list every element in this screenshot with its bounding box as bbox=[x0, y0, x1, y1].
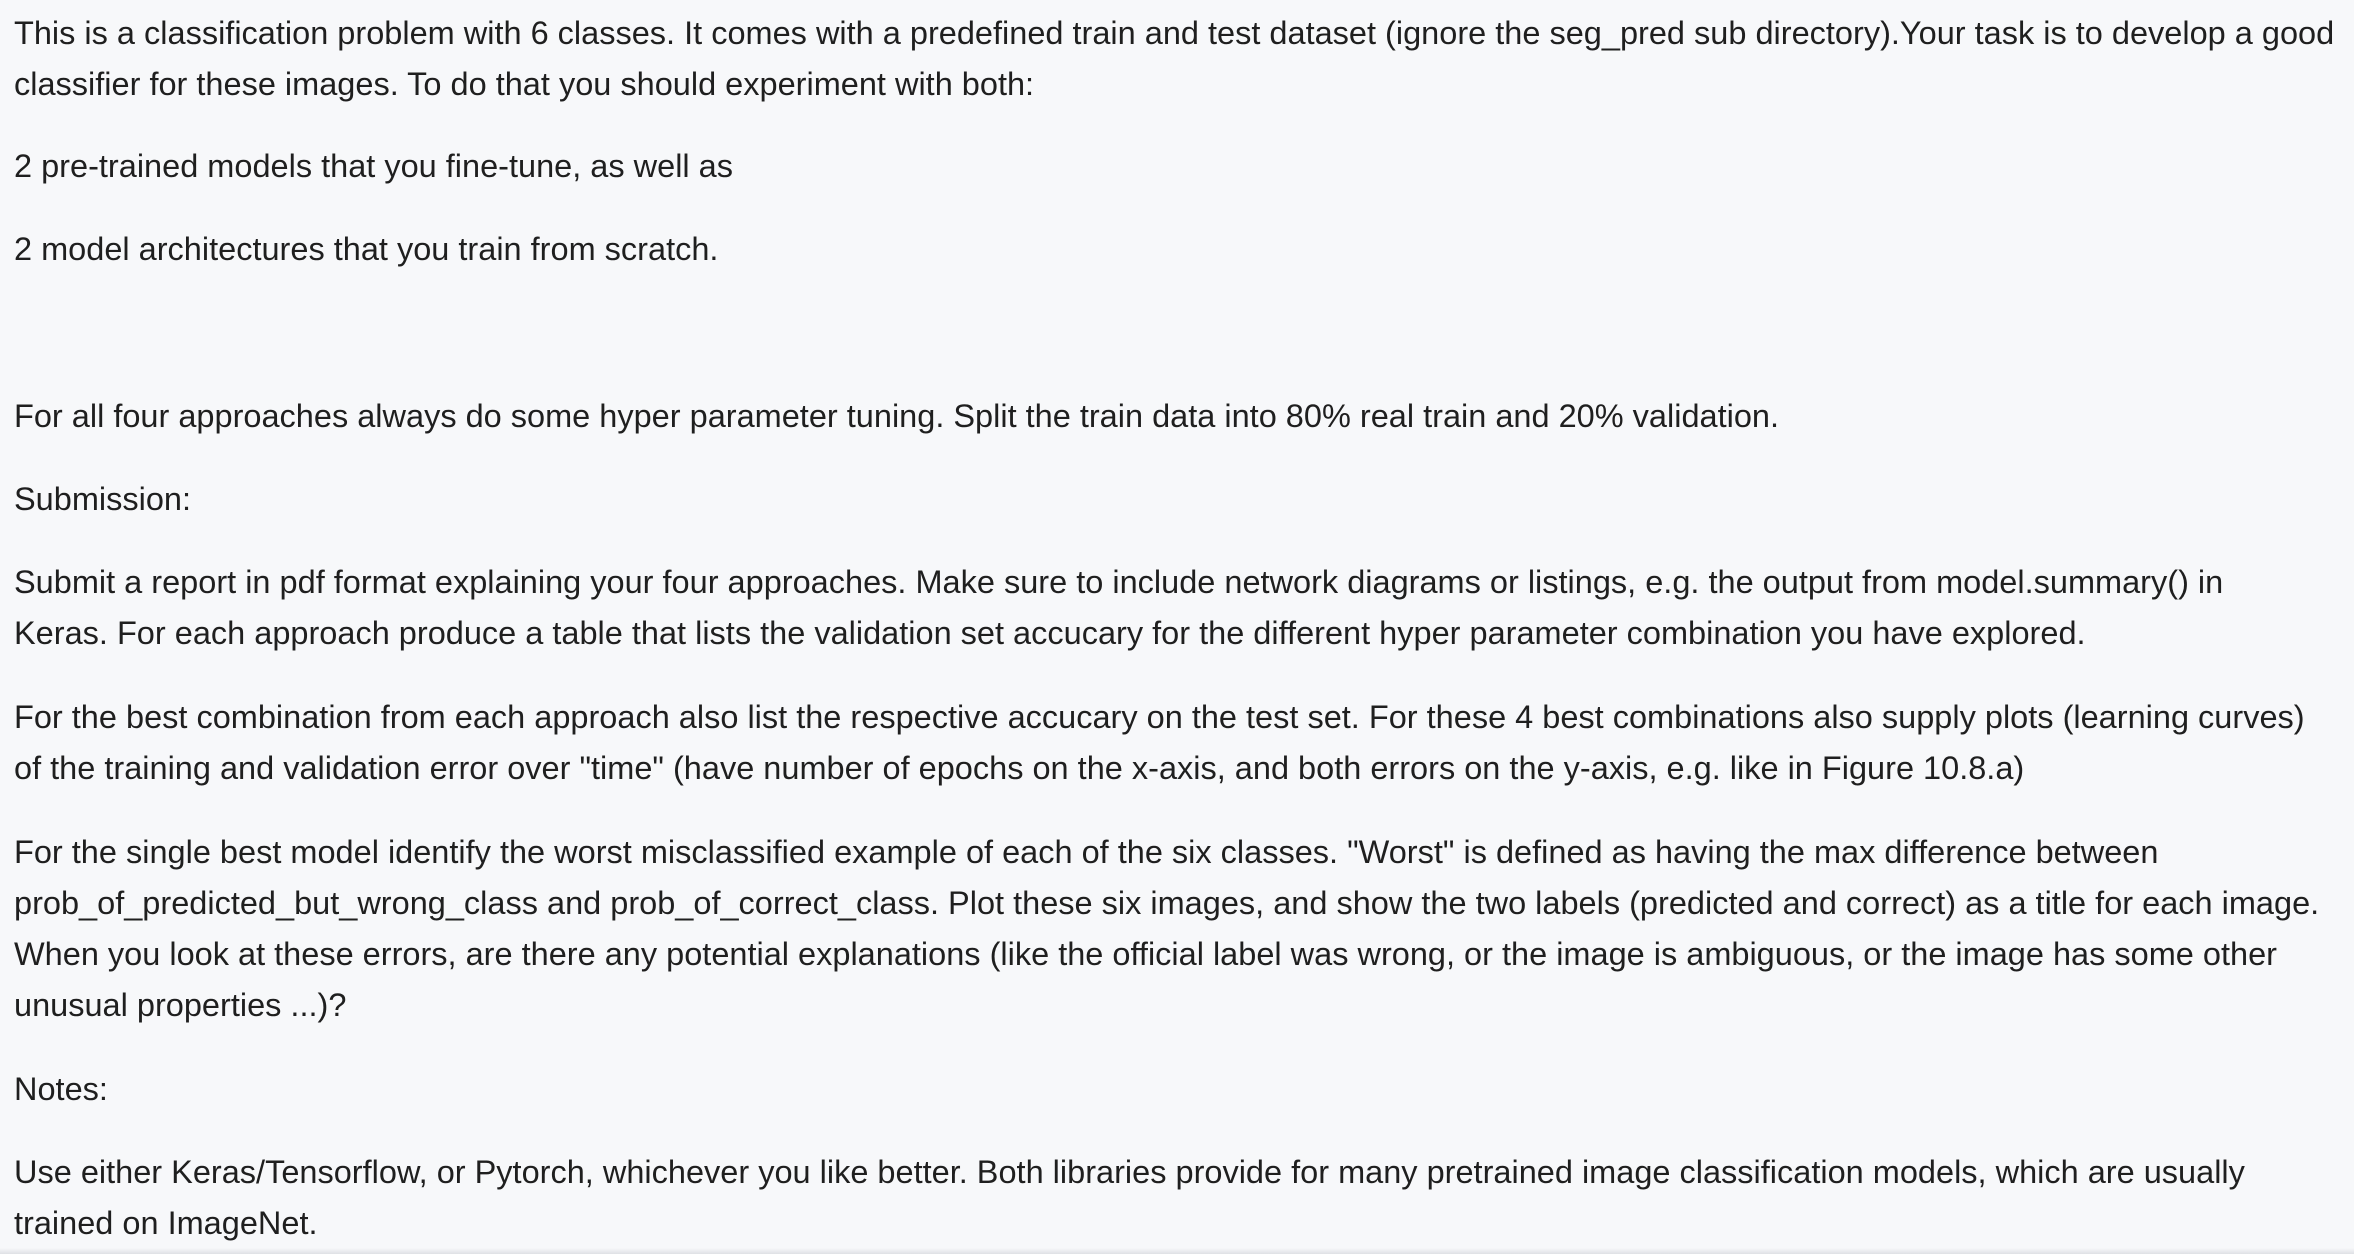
intro-paragraph: This is a classification problem with 6 classes. It comes with a predefined train and test dataset (ignore the seg_pred sub directory).Your task is to develop a good classifier for these images. To do that you should experiment with both: bbox=[14, 15, 2335, 102]
misclassified-paragraph: For the single best model identify the worst misclassified example of each of the six classes. "Worst" is defined as having the max difference between prob_of_predicted_but_wrong_class and prob_of_correct_class. Plot these six images, and show the two labels (predicted and correct) as a title for each image. When you look at these errors, are there any potential explanations (like the official label was wrong, or the image is ambiguous, or the image has some other unusual properties ...)? bbox=[14, 834, 2320, 1023]
bottom-edge-shadow bbox=[0, 1248, 2354, 1254]
best-combination-paragraph: For the best combination from each approach also list the respective accucary on the test set. For these 4 best combinations also supply plots (learning curves) of the training and validation error over "time" (have number of epochs on the x-axis, and both errors on the y-axis, e.g. like in Figure 10.8.a) bbox=[14, 699, 2305, 786]
libraries-paragraph: Use either Keras/Tensorflow, or Pytorch, whichever you like better. Both libraries provide for many pretrained image classification models, which are usually trained on ImageNet. bbox=[14, 1154, 2245, 1241]
pretrained-models-item: 2 pre-trained models that you fine-tune, as well as bbox=[14, 148, 733, 184]
report-paragraph: Submit a report in pdf format explaining your four approaches. Make sure to include network diagrams or listings, e.g. the output from model.summary() in Keras. For each approach produce a table that lists the validation set accucary for the different hyper parameter combination you have explored. bbox=[14, 564, 2224, 651]
submission-heading: Submission: bbox=[14, 481, 192, 517]
notes-heading: Notes: bbox=[14, 1071, 108, 1107]
scratch-models-item: 2 model architectures that you train from scratch. bbox=[14, 231, 719, 267]
hyperparameter-paragraph: For all four approaches always do some hyper parameter tuning. Split the train data into 80% real train and 20% validation. bbox=[14, 398, 1780, 434]
